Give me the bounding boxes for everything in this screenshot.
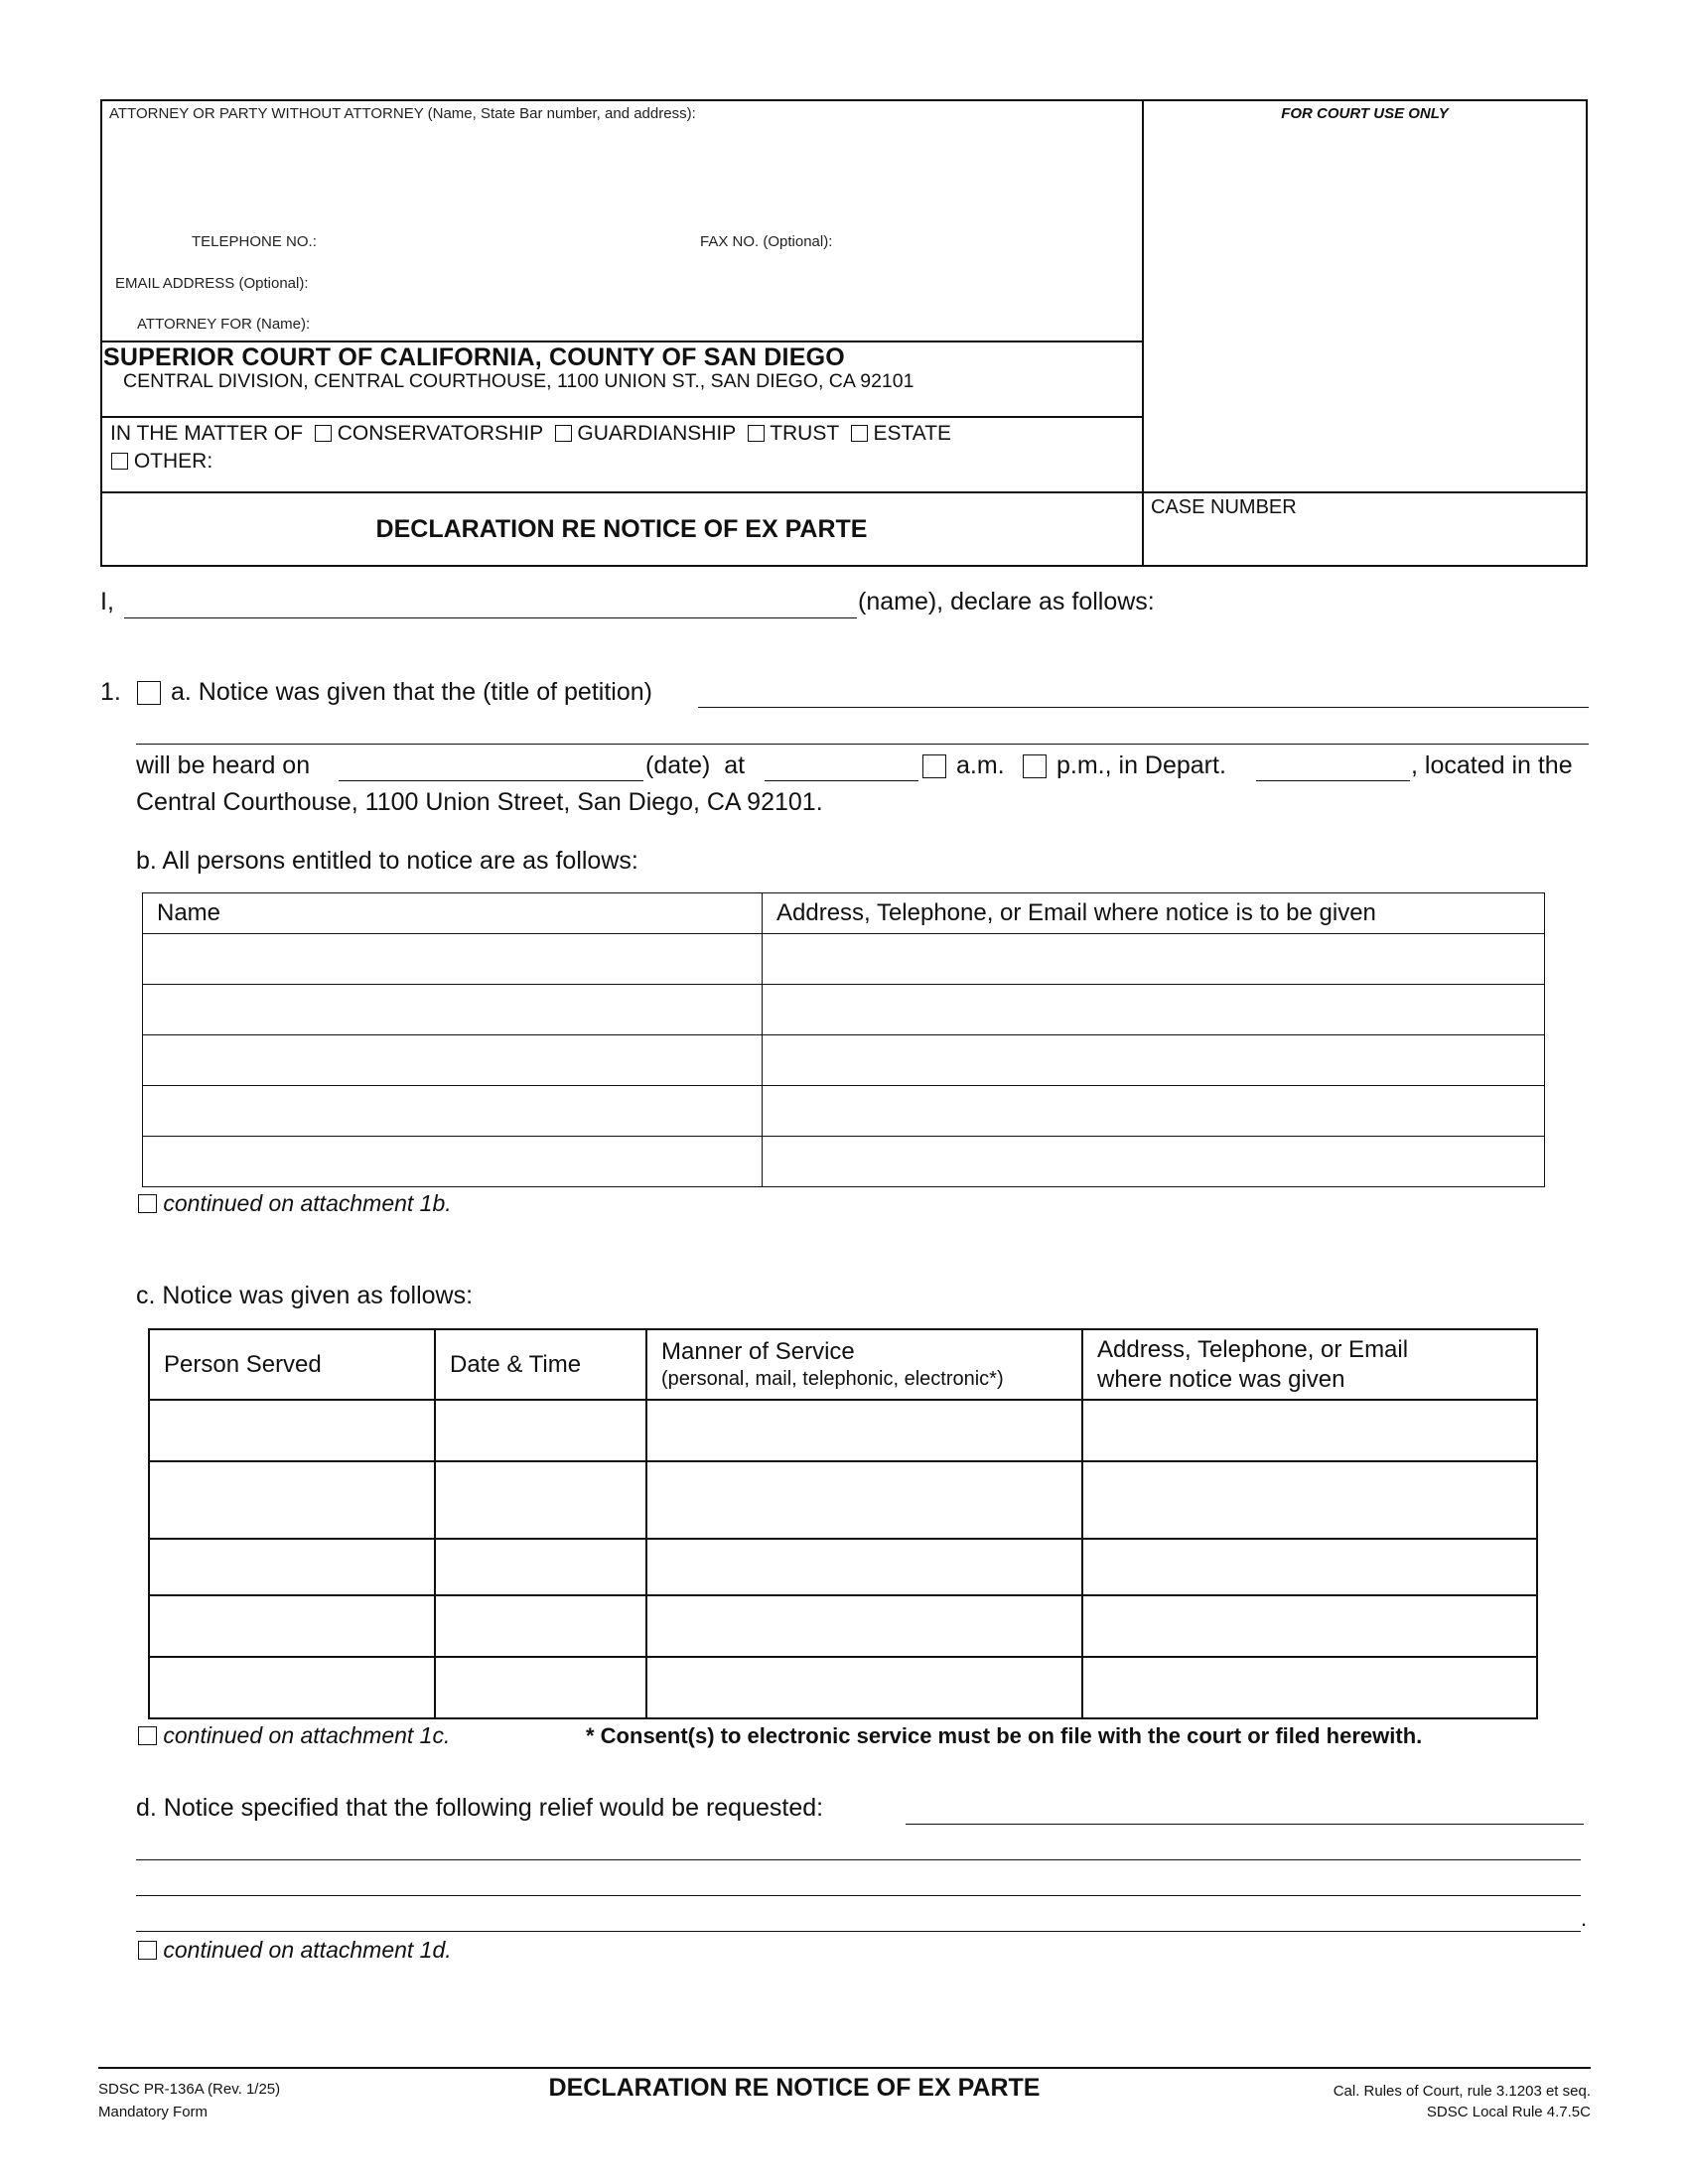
person-served-header: Person Served bbox=[149, 1329, 435, 1400]
table-row bbox=[143, 934, 1545, 985]
other-checkbox[interactable] bbox=[111, 453, 128, 470]
table-cell[interactable] bbox=[646, 1400, 1082, 1461]
table-cell[interactable] bbox=[149, 1657, 435, 1718]
table-row bbox=[143, 1137, 1545, 1187]
form-title: DECLARATION RE NOTICE OF EX PARTE bbox=[375, 515, 868, 543]
am-label: a.m. bbox=[956, 751, 1005, 779]
footer-title: DECLARATION RE NOTICE OF EX PARTE bbox=[548, 2074, 1041, 2102]
relief-field-3[interactable] bbox=[136, 1869, 1581, 1896]
declaration-prefix: I, bbox=[100, 588, 114, 615]
table-cell[interactable] bbox=[763, 985, 1545, 1035]
caption-divider-3 bbox=[100, 491, 1588, 493]
table-cell[interactable] bbox=[149, 1539, 435, 1595]
hearing-date-field[interactable] bbox=[339, 754, 643, 781]
address-notice-subheader: where notice was given bbox=[1097, 1365, 1345, 1393]
matter-label: IN THE MATTER OF bbox=[110, 422, 304, 445]
caption-divider-1 bbox=[100, 341, 1143, 342]
table-cell[interactable] bbox=[143, 1086, 763, 1137]
fax-label: FAX NO. (Optional): bbox=[700, 233, 833, 250]
other-line bbox=[111, 450, 212, 474]
table-cell[interactable] bbox=[763, 934, 1545, 985]
date-time-header: Date & Time bbox=[435, 1329, 646, 1400]
footer-mandatory: Mandatory Form bbox=[98, 2104, 209, 2120]
case-number-field[interactable] bbox=[1147, 524, 1582, 562]
attorney-for-label: ATTORNEY FOR (Name): bbox=[137, 316, 311, 333]
notice-given-table bbox=[148, 1328, 1538, 1719]
department-field[interactable] bbox=[1256, 754, 1410, 781]
conservatorship-checkbox[interactable] bbox=[315, 425, 332, 442]
court-name: SUPERIOR COURT OF CALIFORNIA, COUNTY OF SAN DIEGO bbox=[103, 343, 845, 371]
table-cell[interactable] bbox=[143, 1137, 763, 1187]
caption-divider-2 bbox=[100, 416, 1143, 418]
manner-subheader: (personal, mail, telephonic, electronic*) bbox=[661, 1368, 1004, 1390]
attorney-info-field[interactable] bbox=[107, 125, 1130, 224]
electronic-consent-note: * Consent(s) to electronic service must be on file with the court or filed herewith. bbox=[586, 1723, 1423, 1748]
table-cell[interactable] bbox=[435, 1539, 646, 1595]
table-cell[interactable] bbox=[646, 1539, 1082, 1595]
hearing-time-field[interactable] bbox=[765, 754, 918, 781]
table-row bbox=[143, 1035, 1545, 1086]
estate-checkbox[interactable] bbox=[851, 425, 868, 442]
continued-1b-checkbox[interactable] bbox=[138, 1194, 157, 1213]
heard-on-text: will be heard on bbox=[136, 751, 311, 779]
table-cell[interactable] bbox=[646, 1595, 1082, 1657]
continued-1c-checkbox[interactable] bbox=[138, 1726, 157, 1745]
manner-header-cell bbox=[646, 1329, 1082, 1400]
court-use-label: FOR COURT USE ONLY bbox=[1281, 105, 1449, 122]
matter-line bbox=[110, 422, 951, 446]
other-label: OTHER: bbox=[133, 450, 213, 473]
email-field[interactable] bbox=[338, 270, 1132, 294]
conservatorship-label: CONSERVATORSHIP bbox=[337, 422, 543, 445]
email-label: EMAIL ADDRESS (Optional): bbox=[115, 275, 309, 292]
declarant-name-field[interactable] bbox=[124, 592, 857, 618]
name-header: Name bbox=[143, 893, 763, 934]
table-row bbox=[143, 985, 1545, 1035]
table-cell[interactable] bbox=[149, 1461, 435, 1539]
table-row bbox=[143, 1086, 1545, 1137]
footer-form-code: SDSC PR-136A (Rev. 1/25) bbox=[98, 2081, 281, 2098]
table-header-row bbox=[149, 1329, 1537, 1400]
caption-divider-vertical bbox=[1142, 99, 1144, 567]
table-cell[interactable] bbox=[1082, 1400, 1537, 1461]
table-row bbox=[149, 1461, 1537, 1539]
table-cell[interactable] bbox=[149, 1595, 435, 1657]
trust-checkbox[interactable] bbox=[748, 425, 765, 442]
table-cell[interactable] bbox=[143, 934, 763, 985]
item-1d-text: d. Notice specified that the following relief would be requested: bbox=[136, 1794, 824, 1822]
table-cell[interactable] bbox=[435, 1657, 646, 1718]
table-cell[interactable] bbox=[763, 1086, 1545, 1137]
item-1b-text: b. All persons entitled to notice are as follows: bbox=[136, 847, 638, 875]
guardianship-label: GUARDIANSHIP bbox=[577, 422, 736, 445]
pm-label: p.m., in Depart. bbox=[1056, 751, 1226, 779]
table-cell[interactable] bbox=[435, 1595, 646, 1657]
pm-checkbox[interactable] bbox=[1023, 754, 1047, 778]
table-cell[interactable] bbox=[763, 1137, 1545, 1187]
relief-field-1[interactable] bbox=[906, 1798, 1584, 1825]
table-header-row bbox=[143, 893, 1545, 934]
table-cell[interactable] bbox=[646, 1657, 1082, 1718]
table-row bbox=[149, 1595, 1537, 1657]
telephone-label: TELEPHONE NO.: bbox=[192, 233, 317, 250]
guardianship-checkbox[interactable] bbox=[555, 425, 572, 442]
item-1a-checkbox[interactable] bbox=[137, 681, 161, 705]
telephone-field[interactable] bbox=[333, 228, 690, 252]
table-cell[interactable] bbox=[1082, 1539, 1537, 1595]
persons-entitled-table bbox=[142, 892, 1545, 1187]
table-cell[interactable] bbox=[1082, 1461, 1537, 1539]
petition-title-field[interactable] bbox=[698, 681, 1589, 708]
table-row bbox=[149, 1539, 1537, 1595]
table-cell[interactable] bbox=[143, 985, 763, 1035]
table-cell[interactable] bbox=[1082, 1657, 1537, 1718]
attorney-label: ATTORNEY OR PARTY WITHOUT ATTORNEY (Name, State Bar number, and address): bbox=[109, 105, 696, 122]
located-text: , located in the bbox=[1411, 751, 1573, 779]
court-address: CENTRAL DIVISION, CENTRAL COURTHOUSE, 1100 UNION ST., SAN DIEGO, CA 92101 bbox=[123, 370, 914, 392]
address-notice-header-cell bbox=[1082, 1329, 1537, 1400]
table-cell[interactable] bbox=[646, 1461, 1082, 1539]
item-1b-continued bbox=[138, 1190, 452, 1217]
attorney-for-field[interactable] bbox=[338, 311, 1132, 335]
item-1c-continued bbox=[138, 1722, 450, 1749]
relief-period: . bbox=[1581, 1906, 1588, 1931]
declaration-suffix: (name), declare as follows: bbox=[858, 588, 1155, 615]
table-cell[interactable] bbox=[1082, 1595, 1537, 1657]
table-cell[interactable] bbox=[149, 1400, 435, 1461]
footer-rule-1: Cal. Rules of Court, rule 3.1203 et seq. bbox=[1333, 2083, 1591, 2100]
table-row bbox=[149, 1400, 1537, 1461]
table-cell[interactable] bbox=[763, 1035, 1545, 1086]
date-label: (date) at bbox=[645, 751, 746, 779]
item-1-number: 1. bbox=[100, 678, 121, 706]
manner-header: Manner of Service bbox=[661, 1338, 855, 1365]
am-checkbox[interactable] bbox=[922, 754, 946, 778]
table-cell[interactable] bbox=[435, 1461, 646, 1539]
petition-title-field-2[interactable] bbox=[136, 718, 1589, 745]
relief-field-2[interactable] bbox=[136, 1834, 1581, 1860]
table-row bbox=[149, 1657, 1537, 1718]
fax-field[interactable] bbox=[854, 228, 1132, 252]
table-cell[interactable] bbox=[435, 1400, 646, 1461]
table-cell[interactable] bbox=[143, 1035, 763, 1086]
continued-1c-label: continued on attachment 1c. bbox=[163, 1722, 451, 1748]
address-notice-header: Address, Telephone, or Email bbox=[1097, 1335, 1409, 1363]
location-text: Central Courthouse, 1100 Union Street, San Diego, CA 92101. bbox=[136, 788, 823, 816]
footer-rule bbox=[98, 2067, 1591, 2069]
case-number-label: CASE NUMBER bbox=[1151, 496, 1297, 518]
estate-label: ESTATE bbox=[873, 422, 952, 445]
continued-1d-checkbox[interactable] bbox=[138, 1941, 157, 1960]
item-1a-text: a. Notice was given that the (title of petition) bbox=[171, 678, 652, 706]
continued-1d-label: continued on attachment 1d. bbox=[163, 1937, 452, 1963]
trust-label: TRUST bbox=[770, 422, 839, 445]
footer-rule-2: SDSC Local Rule 4.7.5C bbox=[1426, 2104, 1591, 2120]
relief-field-4[interactable] bbox=[136, 1905, 1581, 1932]
item-1d-continued bbox=[138, 1937, 452, 1964]
address-header: Address, Telephone, or Email where notice is to be given bbox=[763, 893, 1545, 934]
continued-1b-label: continued on attachment 1b. bbox=[163, 1190, 452, 1216]
item-1c-text: c. Notice was given as follows: bbox=[136, 1282, 474, 1309]
